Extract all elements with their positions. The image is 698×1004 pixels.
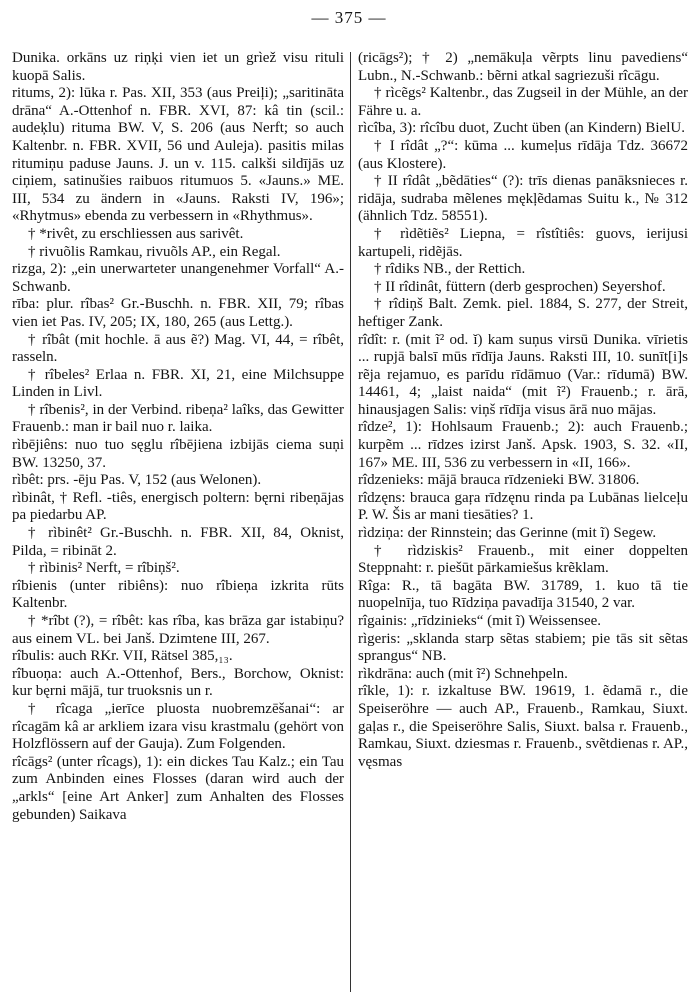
dictionary-entry: (ricāgs²); † 2) „nemākuļa vẽrpts linu pavediens“ Lubn., N.-Schwanb.: bẽrni atkal sagriezuši rîcāgu.: [358, 50, 688, 84]
dictionary-entry: rìbêt: prs. -ēju Pas. V, 152 (aus Welonen).: [12, 472, 262, 489]
dictionary-entry: rîdzęns: brauca gaŗa rīdzęnu rinda pa Lubānas lielceļu P. W. Šis ar mani tiesāties? 1.: [358, 489, 688, 524]
dictionary-entry: rîbulis: auch RKr. VII, Rätsel 385,₁₃.: [12, 648, 233, 665]
dictionary-entry: rîcāgs² (unter rîcags), 1): ein dickes Tau Kalz.; ein Tau zum Anbinden eines Flosses (daran wird auch der „arkls“ [eine Art Anker] zum Anhalten des Flosses gebunden) Saikava: [12, 753, 344, 823]
dictionary-entry: † *rivêt, zu erschliessen aus sarivêt.: [28, 225, 244, 242]
dictionary-entry: † rìbinis² Nerft, = rîbiņš².: [28, 560, 180, 577]
dictionary-entry: rîbienis (unter ribiêns): nuo rîbieņa izkrita rūts Kaltenbr.: [12, 577, 344, 612]
dictionary-entry: Dunika. orkāns uz riņķi vien iet un grìež visu rituli kuopā Salis.: [12, 50, 344, 84]
dictionary-entry: † rîdiņš Balt. Zemk. piel. 1884, S. 277, der Streit, heftiger Zank.: [358, 296, 688, 330]
dictionary-entry: rìgeris: „sklanda starp sẽtas stabiem; pie tās sit sẽtas sprangus“ NB.: [358, 630, 688, 665]
dictionary-entry: † rìcẽgs² Kaltenbr., das Zugseil in der Mühle, an der Fähre u. a.: [358, 85, 688, 119]
dictionary-entry: † rîbeles² Erlaa n. FBR. XI, 21, eine Milchsuppe Linden in Livl.: [12, 366, 344, 401]
dictionary-entry: † rìbinêt² Gr.-Buschh. n. FBR. XII, 84, Oknist, Pilda, = ribināt 2.: [12, 525, 344, 559]
dictionary-entry: † *rîbt (?), = rîbêt: kas rîba, kas brāza gar istabiņu? aus einem VL. bei Janš. Dzimtene III, 267.: [12, 613, 344, 647]
dictionary-entry: rîdît: r. (mit ĩ² od. ĭ) kam suņus virsū Dunika. vīrietis ... rupjā balsī mūs rīdīja Jauns. Raksti III, 10. sunīt[i]s rẽja rejamuo, es parīdu rīdāmuo (Var.: rīdumā) BW. 14461, 4; „laist naida“ (mit ĩ²) Frauenb.; r. ārā, hinausjagen Salis: viņš rīdīja visus ārā nuo mājas.: [358, 331, 688, 418]
dictionary-entry: rìbējiêns: nuo tuo sęglu rîbējiena izbijās ciema suņi BW. 13250, 37.: [12, 437, 344, 471]
dictionary-entry: † II rîdât „bẽdāties“ (?): trīs dienas panāksnieces r. ridāja, sudraba mẽlenes mękļẽdamas Suitu k., № 312 (ähnlich Tdz. 58551).: [358, 173, 688, 225]
dictionary-entry: † I rîdât „?“: kūma ... kumeļus rīdāja Tdz. 36672 (aus Klostere).: [358, 137, 688, 172]
dictionary-entry: Rîga: R., tā bagāta BW. 31789, 1. kuo tā tie nuopelnīja, tuo Rīdziņa pavadīja 31540, 2 var.: [358, 577, 688, 612]
dictionary-entry: rîdze², 1): Hohlsaum Frauenb.; 2): auch Frauenb.; kurpẽm ... rīdzes izirst Janš. Apsk. 1903, S. 32. «II, 167» ME. III, 536 zu verbessern in «II, 166».: [358, 419, 688, 471]
dictionary-entry: † rìdẽtiẽs² Liepna, = rîstîtiês: guovs, ierijusi kartupeli, ridẽjās.: [358, 225, 688, 260]
dictionary-entry: † rìdziskis² Frauenb., mit einer doppelten Steppnaht: r. piešūt pārkamiešus krẽklam.: [358, 542, 688, 577]
dictionary-entry: † rîcaga „ierīce pluosta nuobremzēšanai“: ar rîcagām kâ ar arkliem izara visu krastmalu (gehört von Holzflössern auf der Gauja). Zum Folgenden.: [12, 700, 344, 753]
dictionary-entry: † rîbenis², in der Verbind. ribeņa² laîks, das Gewitter Frauenb.: man ir bail nuo r. laika.: [12, 401, 344, 436]
dictionary-entry: rìdziņa: der Rinnstein; das Gerinne (mit ĩ) Segew.: [358, 525, 657, 542]
dictionary-entry: † rivuõlis Ramkau, rivuõls AP., ein Regal.: [28, 243, 281, 260]
dictionary-entry: rîgainis: „rīdzinieks“ (mit ĩ) Weissensee.: [358, 613, 602, 629]
dictionary-entry: † rîdiks NB., der Rettich.: [374, 261, 526, 278]
dictionary-entry: rìcîba, 3): rîcîbu duot, Zucht üben (an Kindern) BielU.: [358, 120, 685, 137]
dictionary-entry: rība: plur. rîbas² Gr.-Buschh. n. FBR. XII, 79; rîbas vien iet Pas. IV, 205; IX, 180, 265 (aus Lettg.).: [12, 296, 344, 330]
column-divider: [350, 52, 351, 992]
dictionary-entry: rizga, 2): „ein unerwarteter unangenehmer Vorfall“ A.-Schwanb.: [12, 261, 344, 295]
dictionary-entry: † rîbât (mit hochle. ā aus ẽ?) Mag. VI, 44, = rîbêt, rasseln.: [12, 331, 344, 366]
dictionary-entry: rîdzenieks: mājā brauca rīdzenieki BW. 31806.: [358, 472, 640, 489]
dictionary-entry: ritums, 2): lūka r. Pas. XII, 353 (aus Preiļi); „saritināta drāna“ A.-Ottenhof n. FBR. XVI, 87: kâ tin (scil.: audeķlu) rituma BW. V, S. 206 (aus Nerft; so auch Kaltenbr. n. FBR. XVII, 56 und Auleja). pasitis milas ritumiņu paduse Jauns. J. un v. 115. calkši sildījās uz ciņiem, satinušies raibuos ritumuos 5. «Jauns.» ME. III, 534 zu ändern in «Jauns. Raksti IV, 196»; «Rhytmus» ebenda zu verbessern in «Rhythmus».: [12, 85, 344, 225]
right-column: [358, 50, 688, 771]
dictionary-entry: † II rîdinât, füttern (derb gesprochen) Seyershof.: [374, 278, 666, 295]
left-column: [12, 50, 344, 824]
dictionary-entry: rìkdrāna: auch (mit ĩ²) Schnehpeln.: [358, 665, 568, 682]
page-number: — 375 —: [311, 8, 387, 27]
dictionary-entry: rìbinât, † Refl. -tiês, energisch poltern: bęrni ribeņājas pa piedarbu AP.: [12, 489, 344, 524]
dictionary-entry: rîkle, 1): r. izkaltuse BW. 19619, 1. ẽdamā r., die Speiseröhre — auch AP., Frauenb., Ramkau, Siuxt. gaļas r., die Speiseröhre Salis, Siuxt. balsa r. Frauenb., Ramkau, Siuxt. dziesmas r. Frauenb., svẽtdienas r. AP., vęsmas: [358, 683, 688, 770]
dictionary-entry: rîbuoņa: auch A.-Ottenhof, Bers., Borchow, Oknist: kur bęrni mājā, tur truoksnis un r.: [12, 665, 344, 700]
